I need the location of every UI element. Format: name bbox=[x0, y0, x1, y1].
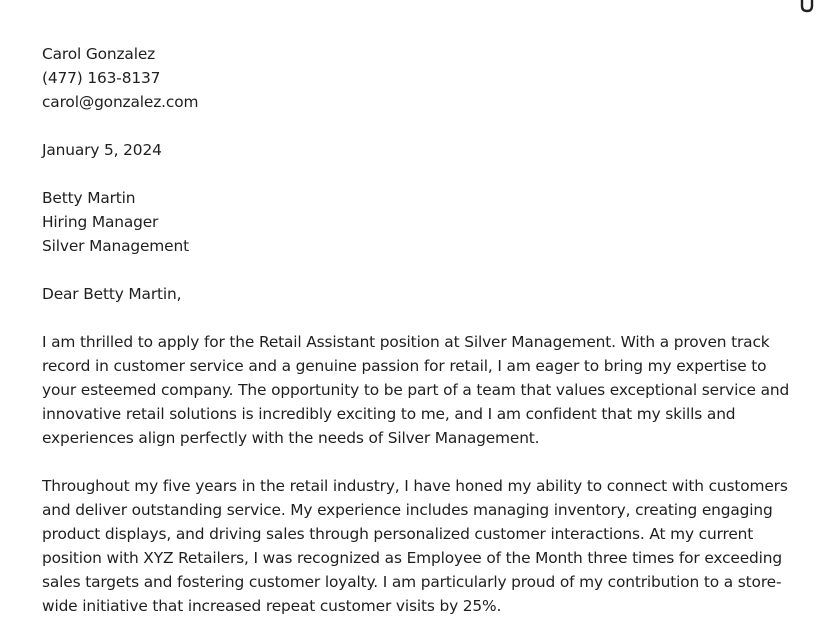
recipient-name: Betty Martin bbox=[42, 189, 136, 207]
sender-name: Carol Gonzalez bbox=[42, 45, 156, 63]
recipient-company: Silver Management bbox=[42, 237, 189, 255]
letter-date: January 5, 2024 bbox=[42, 141, 162, 159]
sender-email: carol@gonzalez.com bbox=[42, 93, 199, 111]
recipient-block bbox=[42, 186, 802, 258]
body-paragraph-1: I am thrilled to apply for the Retail Assistant position at Silver Management. With a proven track record in customer service and a genuine passion for retail, I am eager to bring my expertise to your esteemed company. The opportunity to be part of a team that values exceptional service and innovative retail solutions is incredibly exciting to me, and I am confident that my skills and experiences align perfectly with the needs of Silver Management. bbox=[42, 333, 790, 447]
sender-block bbox=[42, 42, 802, 114]
partial-glyph bbox=[800, 0, 814, 14]
date-block bbox=[42, 138, 802, 162]
sender-phone: (477) 163-8137 bbox=[42, 69, 161, 87]
recipient-title: Hiring Manager bbox=[42, 213, 159, 231]
body-paragraph-2: Throughout my five years in the retail industry, I have honed my ability to connect with customers and deliver outstanding service. My experience includes managing inventory, creating engaging product displays, and driving sales through personalized customer interactions. At my current position with XYZ Retailers, I was recognized as Employee of the Month three times for exceeding sales targets and fostering customer loyalty. I am particularly proud of my contribution to a store-wide initiative that increased repeat customer visits by 25%. bbox=[42, 477, 788, 615]
salutation: Dear Betty Martin, bbox=[42, 285, 182, 303]
cover-letter bbox=[42, 42, 802, 620]
salutation-block bbox=[42, 282, 802, 306]
